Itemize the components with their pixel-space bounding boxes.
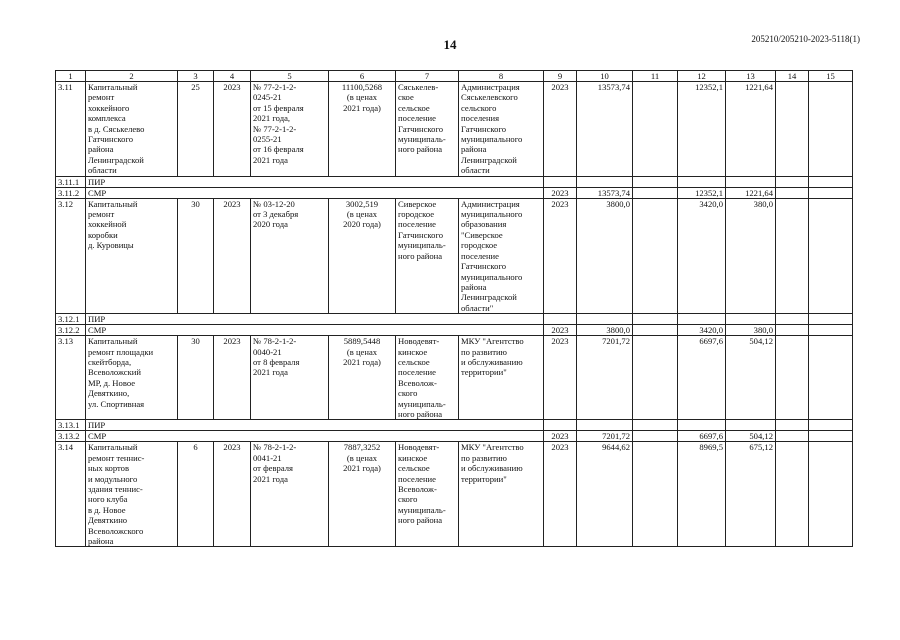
settlement-name: Сяськелев- ское сельское поселение Гатчинского муниципаль- ного района (396, 82, 459, 177)
year-value: 2023 (214, 82, 251, 177)
financing-year: 2023 (544, 187, 577, 198)
customer-name: МКУ "Агентство по развитию и обслуживанию территории" (459, 442, 544, 547)
financing-year (544, 420, 577, 431)
object-name: Капитальный ремонт хоккейного комплекса в д. Сяськелево Гатчинского района Ленинградской области (86, 82, 178, 177)
subrow-number: 3.11.2 (56, 187, 86, 198)
financing-year (544, 176, 577, 187)
total-amount (577, 314, 633, 325)
column-14-value (776, 325, 809, 336)
column-number-header: 6 (329, 71, 396, 82)
stage-label: СМР (86, 325, 544, 336)
total-amount: 13573,74 (577, 82, 633, 177)
year-value: 2023 (214, 442, 251, 547)
column-15-value (809, 176, 853, 187)
object-name: Капитальный ремонт хоккейной коробки д. Куровицы (86, 198, 178, 313)
table-subrow (56, 420, 853, 431)
column-15-value (809, 325, 853, 336)
column-15-value (809, 336, 853, 420)
column-number-header: 8 (459, 71, 544, 82)
column-number-header: 4 (214, 71, 251, 82)
column-number-header: 5 (251, 71, 329, 82)
regional-amount (678, 420, 726, 431)
table-row (56, 336, 853, 420)
capacity-value: 25 (178, 82, 214, 177)
column-number-header: 2 (86, 71, 178, 82)
year-value: 2023 (214, 198, 251, 313)
page-number: 14 (443, 37, 457, 52)
column-number-header: 13 (726, 71, 776, 82)
local-amount: 380,0 (726, 198, 776, 313)
stage-label: ПИР (86, 176, 544, 187)
financing-year: 2023 (544, 198, 577, 313)
capacity-value: 30 (178, 336, 214, 420)
column-number-header: 1 (56, 71, 86, 82)
financing-year: 2023 (544, 336, 577, 420)
column-14-value (776, 314, 809, 325)
row-number: 3.11 (56, 82, 86, 177)
expertise-document: № 78-2-1-2- 0041-21 от февраля 2021 года (251, 442, 329, 547)
subrow-number: 3.11.1 (56, 176, 86, 187)
column-14-value (776, 431, 809, 442)
stage-label: СМР (86, 431, 544, 442)
column-11-value (633, 187, 678, 198)
document-reference: 205210/205210-2023-5118(1) (751, 34, 860, 44)
settlement-name: Сиверское городское поселение Гатчинского муниципаль- ного района (396, 198, 459, 313)
local-amount: 504,12 (726, 336, 776, 420)
table-subrow (56, 314, 853, 325)
stage-label: СМР (86, 187, 544, 198)
regional-amount: 12352,1 (678, 82, 726, 177)
customer-name: МКУ "Агентство по развитию и обслуживанию территории" (459, 336, 544, 420)
local-amount: 1221,64 (726, 187, 776, 198)
total-amount (577, 176, 633, 187)
column-14-value (776, 82, 809, 177)
local-amount: 675,12 (726, 442, 776, 547)
customer-name: Администрация Сяськелевского сельского поселения Гатчинского муниципального района Ленинградской области (459, 82, 544, 177)
financing-year: 2023 (544, 325, 577, 336)
column-15-value (809, 187, 853, 198)
table-header-row (56, 71, 853, 82)
object-name: Капитальный ремонт теннис- ных кортов и модульного здания теннис- ного клуба в д. Новое Девяткино Всеволожского района (86, 442, 178, 547)
column-11-value (633, 82, 678, 177)
column-11-value (633, 198, 678, 313)
table-subrow (56, 187, 853, 198)
expertise-document: № 78-2-1-2- 0040-21 от 8 февраля 2021 года (251, 336, 329, 420)
column-number-header: 3 (178, 71, 214, 82)
financing-year: 2023 (544, 82, 577, 177)
total-amount (577, 420, 633, 431)
local-amount: 1221,64 (726, 82, 776, 177)
table-row (56, 82, 853, 177)
estimate-cost: 5889,5448 (в ценах 2021 года) (329, 336, 396, 420)
column-11-value (633, 314, 678, 325)
total-amount: 9644,62 (577, 442, 633, 547)
subrow-number: 3.12.2 (56, 325, 86, 336)
row-number: 3.12 (56, 198, 86, 313)
expertise-document: № 03-12-20 от 3 декабря 2020 года (251, 198, 329, 313)
year-value: 2023 (214, 336, 251, 420)
financing-year: 2023 (544, 442, 577, 547)
column-15-value (809, 431, 853, 442)
column-14-value (776, 442, 809, 547)
estimate-cost: 3002,519 (в ценах 2020 года) (329, 198, 396, 313)
regional-amount (678, 314, 726, 325)
stage-label: ПИР (86, 314, 544, 325)
regional-amount: 12352,1 (678, 187, 726, 198)
total-amount: 7201,72 (577, 431, 633, 442)
financing-year (544, 314, 577, 325)
total-amount: 3800,0 (577, 325, 633, 336)
financing-year: 2023 (544, 431, 577, 442)
table-subrow (56, 176, 853, 187)
total-amount: 13573,74 (577, 187, 633, 198)
subrow-number: 3.13.1 (56, 420, 86, 431)
row-number: 3.13 (56, 336, 86, 420)
column-number-header: 9 (544, 71, 577, 82)
local-amount (726, 176, 776, 187)
column-11-value (633, 325, 678, 336)
stage-label: ПИР (86, 420, 544, 431)
table-row (56, 198, 853, 313)
column-15-value (809, 82, 853, 177)
column-15-value (809, 314, 853, 325)
column-number-header: 11 (633, 71, 678, 82)
subrow-number: 3.12.1 (56, 314, 86, 325)
regional-amount: 6697,6 (678, 336, 726, 420)
subrow-number: 3.13.2 (56, 431, 86, 442)
column-11-value (633, 176, 678, 187)
column-15-value (809, 198, 853, 313)
column-14-value (776, 187, 809, 198)
local-amount (726, 314, 776, 325)
settlement-name: Новодевят- кинское сельское поселение Всеволож- ского муниципаль- ного района (396, 336, 459, 420)
column-number-header: 10 (577, 71, 633, 82)
table-subrow (56, 431, 853, 442)
column-number-header: 15 (809, 71, 853, 82)
regional-amount: 8969,5 (678, 442, 726, 547)
table-subrow (56, 325, 853, 336)
column-15-value (809, 442, 853, 547)
total-amount: 3800,0 (577, 198, 633, 313)
capacity-value: 30 (178, 198, 214, 313)
column-14-value (776, 176, 809, 187)
settlement-name: Новодевят- кинское сельское поселение Всеволож- ского муниципаль- ного района (396, 442, 459, 547)
expertise-document: № 77-2-1-2- 0245-21 от 15 февраля 2021 года, № 77-2-1-2- 0255-21 от 16 февраля 2021 года (251, 82, 329, 177)
column-14-value (776, 420, 809, 431)
column-14-value (776, 198, 809, 313)
column-14-value (776, 336, 809, 420)
column-number-header: 7 (396, 71, 459, 82)
local-amount: 504,12 (726, 431, 776, 442)
capacity-value: 6 (178, 442, 214, 547)
column-11-value (633, 420, 678, 431)
works-table (55, 70, 853, 547)
table-row (56, 442, 853, 547)
object-name: Капитальный ремонт площадки скейтборда, Всеволожский МР, д. Новое Девяткино, ул. Спортивная (86, 336, 178, 420)
estimate-cost: 11100,5268 (в ценах 2021 года) (329, 82, 396, 177)
total-amount: 7201,72 (577, 336, 633, 420)
column-number-header: 14 (776, 71, 809, 82)
customer-name: Администрация муниципального образования "Сиверское городское поселение Гатчинского муниципального района Ленинградской области" (459, 198, 544, 313)
column-number-header: 12 (678, 71, 726, 82)
column-11-value (633, 431, 678, 442)
regional-amount: 6697,6 (678, 431, 726, 442)
estimate-cost: 7887,3252 (в ценах 2021 года) (329, 442, 396, 547)
column-11-value (633, 336, 678, 420)
local-amount: 380,0 (726, 325, 776, 336)
regional-amount: 3420,0 (678, 325, 726, 336)
local-amount (726, 420, 776, 431)
column-15-value (809, 420, 853, 431)
column-11-value (633, 442, 678, 547)
regional-amount (678, 176, 726, 187)
regional-amount: 3420,0 (678, 198, 726, 313)
row-number: 3.14 (56, 442, 86, 547)
